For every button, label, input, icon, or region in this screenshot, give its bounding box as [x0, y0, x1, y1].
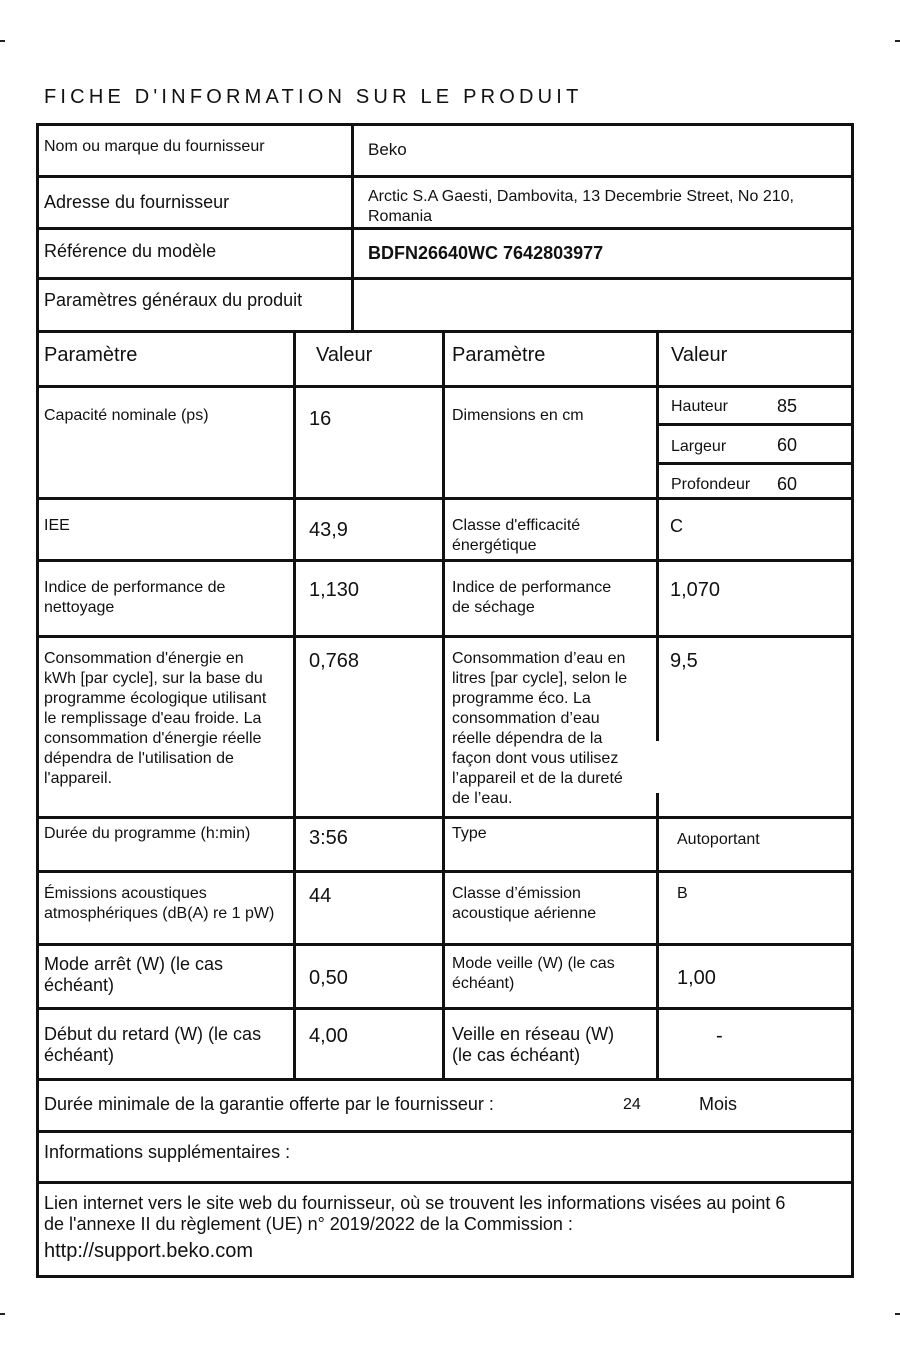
border-line: [36, 559, 854, 562]
drying-index-value: 1,070: [670, 579, 721, 601]
supplier-link-text-line1: Lien internet vers le site web du fournisseur, où se trouvent les informations visées au point 6: [44, 1193, 786, 1213]
dimensions-label: Dimensions en cm: [452, 407, 584, 424]
capacity-value: 16: [309, 408, 332, 430]
border-line: [442, 330, 445, 1081]
border-line: [36, 1078, 854, 1081]
noise-class-value: B: [677, 885, 688, 902]
border-line: [36, 1275, 854, 1278]
type-value: Autoportant: [677, 831, 760, 848]
header-parameter-1: Paramètre: [44, 344, 138, 366]
water-consumption-line: réelle dépendra de la: [452, 730, 603, 747]
border-line: [656, 793, 659, 1081]
height-value: 85: [777, 396, 798, 416]
energy-consumption-line: l'appareil.: [44, 770, 112, 787]
header-parameter-2: Paramètre: [452, 344, 546, 366]
water-consumption-value: 9,5: [670, 650, 698, 672]
border-line: [36, 123, 39, 1278]
supplier-address-line2: Romania: [368, 208, 433, 225]
network-standby-label-line1: Veille en réseau (W): [452, 1024, 615, 1044]
product-information-sheet: [36, 123, 854, 1278]
cleaning-index-label-line1: Indice de performance de: [44, 579, 226, 596]
crop-mark-top-right: [895, 40, 900, 42]
border-line: [36, 870, 854, 873]
depth-label: Profondeur: [671, 476, 751, 493]
drying-index-label-line1: Indice de performance: [452, 579, 612, 596]
border-line: [658, 462, 854, 465]
energy-consumption-line: programme écologique utilisant: [44, 690, 267, 707]
standby-label-line2: échéant): [452, 975, 515, 992]
noise-class-label-line1: Classe d’émission: [452, 885, 581, 902]
water-consumption-line: consommation d’eau: [452, 710, 600, 727]
warranty-value: 24: [623, 1096, 641, 1113]
header-value-2: Valeur: [671, 344, 728, 366]
network-standby-label-line2: (le cas échéant): [452, 1045, 581, 1065]
water-consumption-line: l’appareil et de la dureté: [452, 770, 623, 787]
type-label: Type: [452, 825, 487, 842]
noise-emission-label-line2: atmosphériques (dB(A) re 1 pW): [44, 905, 275, 922]
border-line: [36, 277, 854, 280]
energy-consumption-line: dépendra de l'utilisation de: [44, 750, 234, 767]
energy-consumption-value: 0,768: [309, 650, 360, 672]
noise-emission-value: 44: [309, 885, 332, 907]
supplier-name-label: Nom ou marque du fournisseur: [44, 138, 265, 155]
supplier-website-link[interactable]: http://support.beko.com: [44, 1240, 254, 1262]
general-parameters-label: Paramètres généraux du produit: [44, 290, 303, 310]
program-duration-value: 3:56: [309, 827, 348, 849]
energy-consumption-line: le remplissage d'eau froide. La: [44, 710, 262, 727]
border-line: [36, 330, 854, 333]
energy-consumption-line: kWh [par cycle], sur la base du: [44, 670, 263, 687]
water-consumption-line: de l’eau.: [452, 790, 513, 807]
width-value: 60: [777, 435, 798, 455]
model-reference-value: BDFN26640WC 7642803977: [368, 243, 604, 263]
cleaning-index-value: 1,130: [309, 579, 360, 601]
delay-start-value: 4,00: [309, 1025, 348, 1047]
crop-mark-top-left: [0, 40, 5, 42]
cleaning-index-label-line2: nettoyage: [44, 599, 115, 616]
border-line: [36, 635, 854, 638]
off-mode-label-line2: échéant): [44, 975, 115, 995]
crop-mark-bottom-right: [895, 1313, 900, 1315]
border-line: [36, 1007, 854, 1010]
border-line: [36, 816, 854, 819]
supplier-name-value: Beko: [368, 140, 407, 159]
border-line: [851, 123, 854, 1278]
border-line: [36, 497, 854, 500]
drying-index-label-line2: de séchage: [452, 599, 535, 616]
border-line: [656, 330, 659, 741]
border-line: [658, 423, 854, 426]
border-line: [36, 123, 854, 126]
off-mode-label-line1: Mode arrêt (W) (le cas: [44, 954, 224, 974]
water-consumption-line: litres [par cycle], selon le: [452, 670, 628, 687]
iee-value: 43,9: [309, 519, 348, 541]
crop-mark-bottom-left: [0, 1313, 5, 1315]
noise-emission-label-line1: Émissions acoustiques: [44, 885, 207, 902]
border-line: [36, 175, 854, 178]
water-consumption-line: Consommation d’eau en: [452, 650, 626, 667]
network-standby-value: -: [716, 1025, 723, 1047]
border-line: [36, 943, 854, 946]
border-line: [36, 1130, 854, 1133]
program-duration-label: Durée du programme (h:min): [44, 825, 251, 842]
width-label: Largeur: [671, 438, 727, 455]
supplier-address-line1: Arctic S.A Gaesti, Dambovita, 13 Decembrie Street, No 210,: [368, 188, 794, 205]
header-value-1: Valeur: [316, 344, 373, 366]
border-line: [351, 123, 354, 332]
energy-consumption-line: consommation d'énergie réelle: [44, 730, 262, 747]
iee-label: IEE: [44, 517, 70, 534]
energy-class-label-line1: Classe d'efficacité: [452, 517, 581, 534]
energy-class-label-line2: énergétique: [452, 537, 537, 554]
supplier-link-text-line2: de l'annexe II du règlement (UE) n° 2019/2022 de la Commission :: [44, 1214, 573, 1234]
energy-consumption-line: Consommation d'énergie en: [44, 650, 244, 667]
delay-start-label-line2: échéant): [44, 1045, 115, 1065]
height-label: Hauteur: [671, 398, 728, 415]
border-line: [36, 227, 854, 230]
supplier-address-label: Adresse du fournisseur: [44, 192, 230, 212]
delay-start-label-line1: Début du retard (W) (le cas: [44, 1024, 262, 1044]
noise-class-label-line2: acoustique aérienne: [452, 905, 597, 922]
capacity-label: Capacité nominale (ps): [44, 407, 209, 424]
warranty-unit: Mois: [699, 1094, 738, 1114]
border-line: [36, 1181, 854, 1184]
border-line: [293, 330, 296, 1081]
warranty-label: Durée minimale de la garantie offerte par le fournisseur :: [44, 1094, 494, 1114]
off-mode-value: 0,50: [309, 967, 348, 989]
model-reference-label: Référence du modèle: [44, 241, 217, 261]
depth-value: 60: [777, 474, 798, 494]
water-consumption-line: programme éco. La: [452, 690, 591, 707]
additional-info-label: Informations supplémentaires :: [44, 1142, 291, 1162]
energy-class-value: C: [670, 516, 683, 536]
page-title: FICHE D'INFORMATION SUR LE PRODUIT: [44, 86, 583, 108]
water-consumption-line: façon dont vous utilisez: [452, 750, 619, 767]
standby-value: 1,00: [677, 967, 716, 989]
standby-label-line1: Mode veille (W) (le cas: [452, 955, 615, 972]
border-line: [36, 385, 854, 388]
